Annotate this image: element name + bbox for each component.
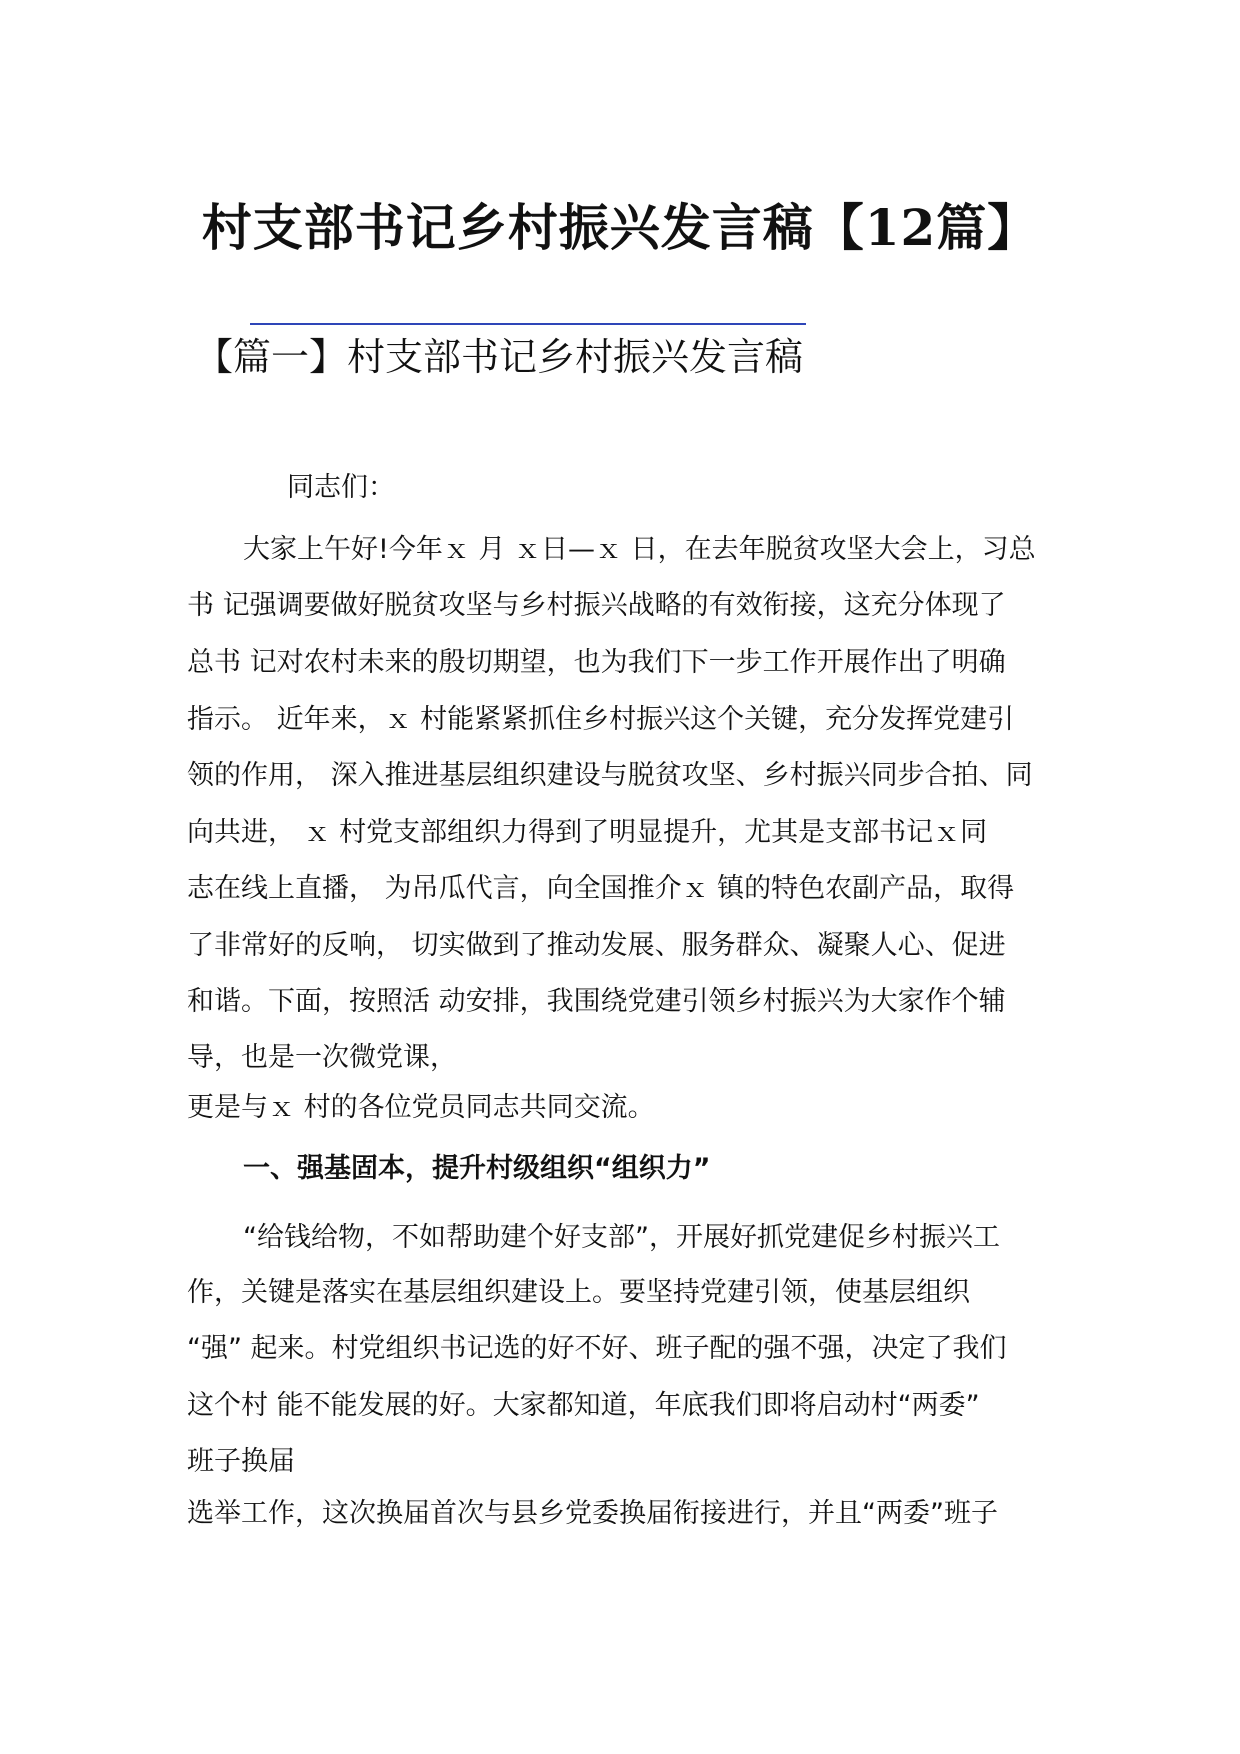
paragraph-line: 总书 记对农村未来的殷切期望，也为我们下一步工作开展作出了明确 bbox=[187, 647, 1006, 678]
paragraph-line: 大家上午好!今年ｘ 月 ｘ日—ｘ 日，在去年脱贫攻坚大会上，习总 bbox=[243, 534, 1036, 565]
paragraph-line: 志在线上直播， 为吊瓜代言，向全国推介ｘ 镇的特色农副产品，取得 bbox=[187, 873, 1015, 904]
paragraph-line: 指示。 近年来，ｘ 村能紧紧抓住乡村振兴这个关键，充分发挥党建引 bbox=[187, 704, 1015, 735]
heading-underline bbox=[250, 323, 806, 325]
paragraph-line: 更是与ｘ 村的各位党员同志共同交流。 bbox=[187, 1092, 655, 1123]
document-title: 村支部书记乡村振兴发言稿【12篇】 bbox=[201, 198, 1039, 257]
paragraph-line: “给钱给物，不如帮助建个好支部”，开展好抓党建促乡村振兴工 bbox=[243, 1222, 1000, 1253]
paragraph-line: 班子换届 bbox=[187, 1446, 295, 1477]
paragraph-line: 这个村 能不能发展的好。大家都知道，年底我们即将启动村“两委” bbox=[187, 1390, 980, 1421]
paragraph-line: 导，也是一次微党课， bbox=[187, 1042, 457, 1073]
paragraph-line: 和谐。下面，按照活 动安排，我围绕党建引领乡村振兴为大家作个辅 bbox=[187, 986, 1006, 1017]
section-heading: 【篇一】村支部书记乡村振兴发言稿 bbox=[195, 335, 804, 379]
paragraph-line: 选举工作，这次换届首次与县乡党委换届衔接进行，并且“两委”班子 bbox=[187, 1498, 998, 1529]
paragraph-line: “强” 起来。村党组织书记选的好不好、班子配的强不强，决定了我们 bbox=[187, 1333, 1007, 1364]
paragraph-line: 了非常好的反响， 切实做到了推动发展、服务群众、凝聚人心、促进 bbox=[187, 930, 1006, 961]
paragraph-line: 书 记强调要做好脱贫攻坚与乡村振兴战略的有效衔接，这充分体现了 bbox=[187, 590, 1006, 621]
paragraph-line: 向共进， ｘ 村党支部组织力得到了明显提升，尤其是支部书记ｘ同 bbox=[187, 817, 988, 848]
paragraph-line: 领的作用， 深入推进基层组织建设与脱贫攻坚、乡村振兴同步合拍、同 bbox=[187, 760, 1033, 791]
salutation: 同志们： bbox=[287, 472, 395, 503]
paragraph-line: 作，关键是落实在基层组织建设上。要坚持党建引领，使基层组织 bbox=[187, 1277, 970, 1308]
subheading: 一、强基固本，提升村级组织“组织力” bbox=[243, 1153, 711, 1184]
